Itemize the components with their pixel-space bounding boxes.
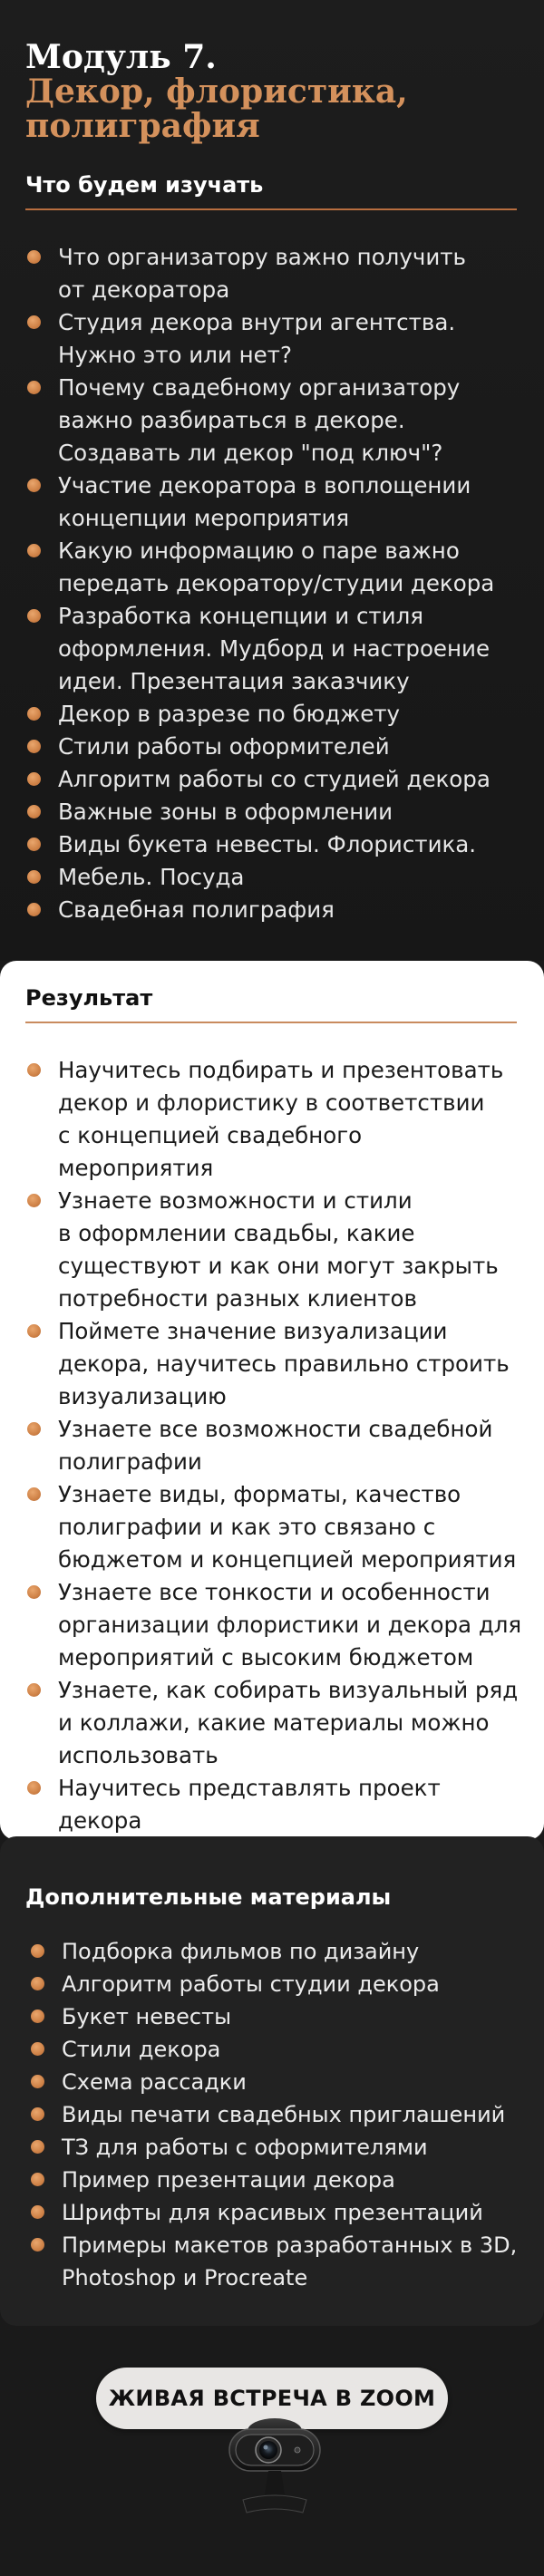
- learn-item-line: Нужно это или нет?: [58, 342, 292, 368]
- result-item-line: визуализацию: [58, 1383, 227, 1409]
- zoom-meeting-label: ЖИВАЯ ВСТРЕЧА В ZOOM: [108, 2386, 436, 2411]
- learn-item-line: Разработка концепции и стиля: [58, 603, 424, 629]
- result-item-line: Узнаете возможности и стили: [58, 1187, 413, 1214]
- result-item-line: мероприятий с высоким бюджетом: [58, 1644, 474, 1671]
- learn-item-line: концепции мероприятия: [58, 505, 350, 531]
- result-item-line: полиграфии и как это связано с: [58, 1514, 436, 1540]
- learn-list: [25, 241, 524, 926]
- bullet-dot-icon: [31, 2140, 44, 2154]
- learn-item: [25, 796, 524, 828]
- learn-item: [25, 600, 524, 698]
- bullet-dot-icon: [31, 2107, 44, 2121]
- bullet-dot-icon: [27, 381, 41, 394]
- extras-item-line: Схема рассадки: [62, 2069, 247, 2095]
- extras-item: [29, 2131, 528, 2164]
- result-item-line: в оформлении свадьбы, какие: [58, 1220, 415, 1246]
- result-item-line: Научитесь представлять проект декора: [58, 1775, 441, 1834]
- learn-item-line: Алгоритм работы со студией декора: [58, 766, 491, 792]
- result-item: [25, 1576, 524, 1674]
- extras-item: [29, 2033, 528, 2066]
- bullet-dot-icon: [31, 1977, 44, 1990]
- result-item-line: Поймете значение визуализации: [58, 1318, 448, 1344]
- learn-item-line: Студия декора внутри агентства.: [58, 309, 456, 335]
- learn-item-line: оформления. Мудборд и настроение: [58, 635, 491, 662]
- result-item-line: бюджетом и концепцией мероприятия: [58, 1546, 517, 1573]
- bullet-dot-icon: [31, 2042, 44, 2056]
- extras-item-line: Букет невесты: [62, 2004, 232, 2029]
- bullet-dot-icon: [27, 544, 41, 557]
- learn-item-line: от декоратора: [58, 276, 230, 303]
- extras-list: [29, 1935, 528, 2294]
- module-name-line2: полиграфия: [25, 107, 260, 145]
- learn-item-line: Почему свадебному организатору: [58, 374, 461, 401]
- result-item-line: Узнаете, как собирать визуальный ряд: [58, 1677, 519, 1703]
- result-item: [25, 1413, 524, 1478]
- result-item-line: Научитесь подбирать и презентовать: [58, 1057, 504, 1083]
- extras-item: [29, 1968, 528, 2000]
- learn-item-line: Мебель. Посуда: [58, 864, 245, 890]
- extras-item-line: ТЗ для работы с оформителями: [62, 2135, 428, 2160]
- module-number: Модуль 7.: [25, 38, 217, 76]
- learn-item-line: Создавать ли декор "под ключ"?: [58, 440, 443, 466]
- extras-item-line: Стили декора: [62, 2037, 221, 2062]
- bullet-dot-icon: [27, 1585, 41, 1599]
- bullet-dot-icon: [27, 479, 41, 492]
- result-list: [25, 1054, 524, 1870]
- learn-item: [25, 241, 524, 306]
- learn-item: [25, 470, 524, 535]
- bullet-dot-icon: [27, 838, 41, 851]
- extras-item-line: Photoshop и Procreate: [62, 2265, 308, 2290]
- extras-item-line: Алгоритм работы студии декора: [62, 1971, 440, 1997]
- result-item-line: использовать: [58, 1742, 219, 1768]
- bullet-dot-icon: [31, 2205, 44, 2219]
- bullet-dot-icon: [27, 315, 41, 329]
- bullet-dot-icon: [31, 2238, 44, 2252]
- webcam-icon: [225, 2411, 325, 2524]
- extras-item-line: Шрифты для красивых презентаций: [62, 2200, 483, 2225]
- extras-item-line: Примеры макетов разработанных в 3D,: [62, 2232, 518, 2258]
- extras-item-line: Подборка фильмов по дизайну: [62, 1939, 420, 1964]
- learn-item: [25, 731, 524, 763]
- learn-item-line: важно разбираться в декоре.: [58, 407, 405, 433]
- learn-item: [25, 698, 524, 731]
- result-item-line: и коллажи, какие материалы можно: [58, 1709, 490, 1736]
- learn-item: [25, 894, 524, 926]
- extras-heading: Дополнительные материалы: [25, 1884, 392, 1910]
- learn-item-line: Участие декоратора в воплощении: [58, 472, 471, 499]
- learn-item-line: Декор в разрезе по бюджету: [58, 701, 401, 727]
- learn-item: [25, 828, 524, 861]
- learn-item-line: идеи. Презентация заказчику: [58, 668, 410, 694]
- result-item: [25, 1674, 524, 1772]
- bullet-dot-icon: [27, 740, 41, 753]
- result-heading: Результат: [25, 983, 517, 1023]
- learn-item-line: передать декоратору/студии декора: [58, 570, 495, 596]
- result-item: [25, 1315, 524, 1413]
- bullet-dot-icon: [27, 1683, 41, 1697]
- learn-item-line: Что организатору важно получить: [58, 244, 466, 270]
- learn-item-line: Какую информацию о паре важно: [58, 537, 460, 564]
- learn-item-line: Виды букета невесты. Флористика.: [58, 831, 477, 857]
- extras-item: [29, 1935, 528, 1968]
- result-item: [25, 1054, 524, 1185]
- extras-item: [29, 2164, 528, 2196]
- extras-item: [29, 2196, 528, 2229]
- result-item-line: с концепцией свадебного мероприятия: [58, 1122, 363, 1181]
- bullet-dot-icon: [31, 2173, 44, 2186]
- module-title: [25, 40, 533, 143]
- learn-heading: Что будем изучать: [25, 170, 517, 210]
- learn-item: [25, 763, 524, 796]
- bullet-dot-icon: [27, 1063, 41, 1077]
- learn-item-line: Свадебная полиграфия: [58, 896, 335, 923]
- bullet-dot-icon: [27, 1781, 41, 1795]
- result-item-line: потребности разных клиентов: [58, 1285, 417, 1312]
- bullet-dot-icon: [27, 707, 41, 721]
- bullet-dot-icon: [31, 2009, 44, 2023]
- learn-item-line: Важные зоны в оформлении: [58, 799, 393, 825]
- extras-item-line: Виды печати свадебных приглашений: [62, 2102, 506, 2127]
- bullet-dot-icon: [31, 1944, 44, 1958]
- bullet-dot-icon: [27, 1194, 41, 1207]
- bullet-dot-icon: [27, 903, 41, 916]
- bullet-dot-icon: [31, 2075, 44, 2088]
- learn-item: [25, 306, 524, 372]
- result-item-line: существуют и как они могут закрыть: [58, 1253, 499, 1279]
- bullet-dot-icon: [27, 870, 41, 884]
- extras-item: [29, 2066, 528, 2098]
- bullet-dot-icon: [27, 609, 41, 623]
- learn-item: [25, 535, 524, 600]
- result-item-line: Узнаете виды, форматы, качество: [58, 1481, 461, 1507]
- extras-item: [29, 2000, 528, 2033]
- extras-item: [29, 2098, 528, 2131]
- learn-item-line: Стили работы оформителей: [58, 733, 390, 760]
- result-item-line: Узнаете все возможности свадебной: [58, 1416, 493, 1442]
- result-item-line: Узнаете все тонкости и особенности: [58, 1579, 491, 1605]
- bullet-dot-icon: [27, 1487, 41, 1501]
- result-item-line: полиграфии: [58, 1448, 202, 1475]
- result-item: [25, 1478, 524, 1576]
- result-item-line: организации флористики и декора для: [58, 1612, 522, 1638]
- result-item-line: декор и флористику в соответствии: [58, 1089, 485, 1116]
- bullet-dot-icon: [27, 805, 41, 818]
- bullet-dot-icon: [27, 772, 41, 786]
- result-item-line: декора, научитесь правильно строить: [58, 1351, 510, 1377]
- extras-item-line: Пример презентации декора: [62, 2167, 395, 2193]
- result-item: [25, 1185, 524, 1315]
- bullet-dot-icon: [27, 250, 41, 264]
- bullet-dot-icon: [27, 1324, 41, 1338]
- learn-item: [25, 372, 524, 470]
- module-name-line1: Декор, флористика,: [25, 73, 408, 111]
- extras-item: [29, 2229, 528, 2294]
- bullet-dot-icon: [27, 1422, 41, 1436]
- learn-item: [25, 861, 524, 894]
